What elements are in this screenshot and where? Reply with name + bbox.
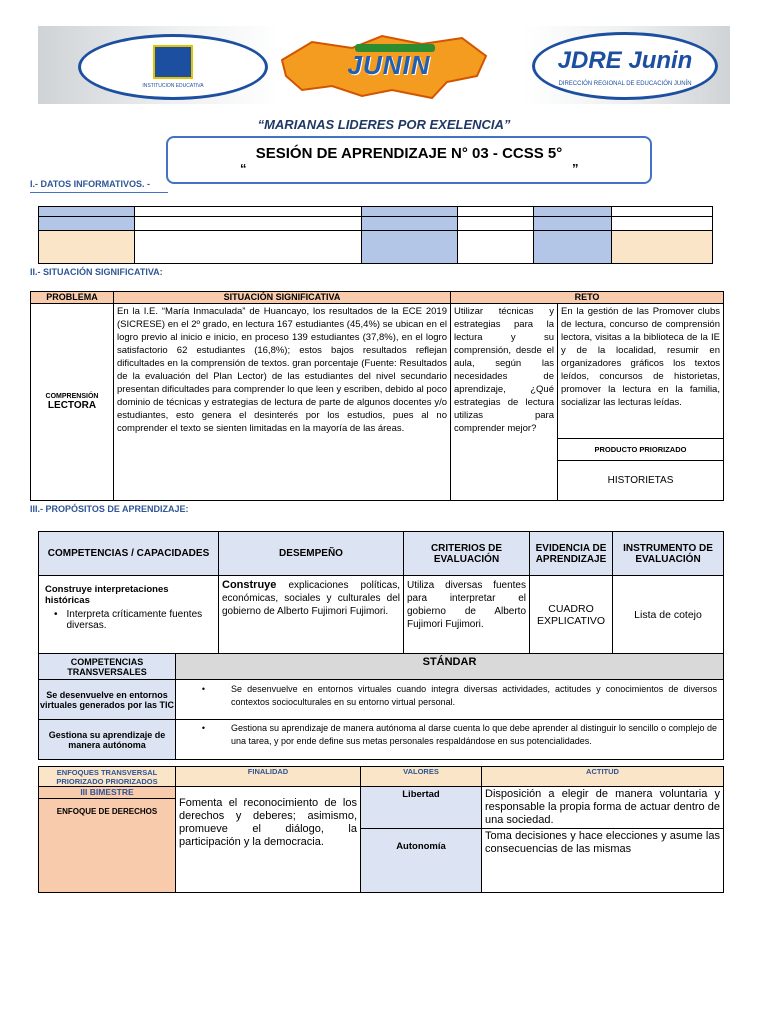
propositos-table bbox=[38, 531, 724, 760]
section-propositos: III.- PROPÓSITOS DE APRENDIZAJE: bbox=[30, 504, 189, 514]
transversal-item bbox=[176, 722, 717, 748]
datos-cell bbox=[612, 231, 713, 264]
session-title: SESIÓN DE APRENDIZAJE N° 03 - CCSS 5° bbox=[255, 145, 563, 162]
school-shield-icon bbox=[153, 45, 193, 79]
datos-cell bbox=[612, 217, 713, 231]
datos-cell bbox=[534, 217, 612, 231]
section-situacion: II.- SITUACIÓN SIGNIFICATIVA: bbox=[30, 267, 163, 277]
bimestre-label: III BIMESTRE bbox=[39, 787, 176, 799]
capacidad-text: Interpreta críticamente fuentes diversas. bbox=[66, 609, 203, 631]
datos-cell bbox=[362, 207, 458, 217]
quote-close: ” bbox=[572, 161, 579, 176]
actitud-2: Toma decisiones y hace elecciones y asume las consecuencias de las mismas bbox=[482, 829, 724, 893]
extra-text: En la gestión de las Promover clubs de lectura, concurso de comprensión lectora, visitas a la biblioteca de la IE y de la localidad, resumir en organizadores gráficos los textos leídos, concursos de historietas, promover la lectura en la familia, socializar las lecturas leídas. bbox=[558, 304, 724, 439]
problema-label-1: COMPRENSIÓN bbox=[45, 393, 99, 400]
datos-cell bbox=[458, 231, 534, 264]
header-problema: PROBLEMA bbox=[31, 292, 114, 304]
header-situacion: SITUACIÓN SIGNIFICATIVA bbox=[114, 292, 451, 304]
valor-2: Autonomía bbox=[361, 829, 482, 893]
instrumento-text: Lista de cotejo bbox=[613, 576, 724, 654]
school-logo bbox=[78, 34, 268, 100]
problema-cell bbox=[31, 304, 114, 501]
situacion-text: En la I.E. “María Inmaculada” de Huancayo, los resultados de la ECE 2019 (SICRESE) en el 2º grado, en lectura 167 estudiantes (45,4%) se ubican en el logro previo al inicio e inicio, en proceso 139 estudiantes (37,8%), en el logro satisfactorio 62 estudiantes (16,8%); estos bajos resultados reflejan dificultades en la comprensión de textos. gran porcentaje (Fuente: Resultados de la evaluación del Plan Lector) de las estudiantes del nivel secundario presentan dificultades para comprender lo que leen y escriben, debido al poco dominio de técnicas y estrategias de lectura de parte de algunos docentes y/o estudiantes, esto genera el desinterés por los estudios, pues al no comprender el texto se sienten limitadas en la mayoría de las áreas. bbox=[114, 304, 451, 501]
competencia-text: Construye interpretaciones históricas bbox=[45, 584, 169, 606]
competencia-cell bbox=[39, 576, 219, 654]
junin-logo-word: JUNIN bbox=[347, 50, 431, 80]
problema-label-2: LECTORA bbox=[47, 400, 97, 411]
header-competencias: COMPETENCIAS / CAPACIDADES bbox=[39, 532, 219, 576]
datos-cell bbox=[362, 217, 458, 231]
datos-cell bbox=[362, 231, 458, 264]
header-reto: RETO bbox=[451, 292, 724, 304]
datos-table bbox=[38, 206, 713, 264]
datos-cell bbox=[39, 207, 135, 217]
header-instrumento: INSTRUMENTO DE EVALUACIÓN bbox=[613, 532, 724, 576]
section-datos: I.- DATOS INFORMATIVOS. - bbox=[30, 179, 150, 189]
desempeno-text: explicaciones políticas, económicas, sociales y culturales del gobierno de Alberto Fujimori Fujimori. bbox=[222, 580, 400, 617]
criterio-text: Utiliza diversas fuentes para interpretar el gobierno de Alberto Fujimori Fujimori. bbox=[404, 576, 530, 654]
transversal-item bbox=[176, 683, 717, 709]
transversal-text-1: Se desenvuelve en entornos virtuales cuando integra diversas actividades, actitudes y conocimientos de diversos contextos socioculturales en su entorno virtual personal. bbox=[231, 684, 717, 707]
bullet-icon: • bbox=[53, 609, 58, 620]
transversal-row-1 bbox=[176, 680, 724, 720]
transversal-name-1: Se desenvuelve en entornos virtuales generados por las TIC bbox=[39, 680, 176, 720]
reto-text: Utilizar técnicas y estrategias para la lectura y su comprensión, desde el aula, según las necesidades de aprendizaje, ¿Qué estrategias de lectura utilizas para comprender mejor? bbox=[451, 304, 558, 501]
quote-open: “ bbox=[240, 161, 247, 176]
datos-cell bbox=[534, 231, 612, 264]
section-underline bbox=[30, 192, 168, 193]
enfoques-table bbox=[38, 766, 724, 893]
transversales-label: COMPETENCIAS TRANSVERSALES bbox=[39, 654, 176, 680]
header-actitud: ACTITUD bbox=[482, 767, 724, 787]
standar-label: STÁNDAR bbox=[176, 654, 724, 680]
datos-cell bbox=[534, 207, 612, 217]
actitud-1: Disposición a elegir de manera voluntaria y responsable la propia forma de actuar dentro de una sociedad. bbox=[482, 787, 724, 829]
header-finalidad: FINALIDAD bbox=[176, 767, 361, 787]
datos-cell bbox=[39, 217, 135, 231]
datos-cell bbox=[458, 207, 534, 217]
datos-cell bbox=[612, 207, 713, 217]
datos-cell bbox=[39, 231, 135, 264]
evidencia-text: CUADRO EXPLICATIVO bbox=[530, 576, 613, 654]
enfoque-label: ENFOQUE DE DERECHOS bbox=[39, 799, 176, 893]
bullet-icon: • bbox=[201, 723, 206, 733]
producto-value: HISTORIETAS bbox=[558, 461, 724, 501]
transversal-row-2 bbox=[176, 720, 724, 760]
dre-logo-text: DIRECCIÓN REGIONAL DE EDUCACIÓN JUNÍN bbox=[558, 81, 692, 87]
motto: “MARIANAS LIDERES POR EXELENCIA” bbox=[257, 117, 511, 132]
dre-logo-word: JDRE Junin bbox=[557, 47, 693, 74]
desempeno-bold: Construye bbox=[222, 579, 277, 591]
datos-cell bbox=[135, 231, 362, 264]
producto-label: PRODUCTO PRIORIZADO bbox=[558, 439, 724, 461]
transversal-text-2: Gestiona su aprendizaje de manera autónoma al darse cuenta lo que debe aprender al distinguir lo sencillo o complejo de una tarea, y por ende define sus metas personales respaldándose en sus potencialidades. bbox=[231, 723, 717, 746]
header-criterios: CRITERIOS DE EVALUACIÓN bbox=[404, 532, 530, 576]
situacion-table bbox=[30, 291, 724, 501]
datos-cell bbox=[135, 217, 362, 231]
dre-junin-logo bbox=[532, 32, 718, 100]
header-enfoques: ENFOQUES TRANSVERSAL PRIORIZADO PRIORIZADOS bbox=[39, 767, 176, 787]
bullet-icon: • bbox=[201, 684, 206, 694]
capacidad-item bbox=[45, 609, 214, 631]
header-desempeno: DESEMPEÑO bbox=[219, 532, 404, 576]
school-logo-text: INSTITUCION EDUCATIVA bbox=[142, 83, 204, 89]
header-valores: VALORES bbox=[361, 767, 482, 787]
finalidad-text: Fomenta el reconocimiento de los derechos y deberes; asimismo, promueve el diálogo, la participación y la democracia. bbox=[176, 787, 361, 893]
valor-1: Libertad bbox=[361, 787, 482, 829]
datos-cell bbox=[458, 217, 534, 231]
datos-cell bbox=[135, 207, 362, 217]
transversal-name-2: Gestiona su aprendizaje de manera autónoma bbox=[39, 720, 176, 760]
desempeno-cell bbox=[219, 576, 404, 654]
header-evidencia: EVIDENCIA DE APRENDIZAJE bbox=[530, 532, 613, 576]
